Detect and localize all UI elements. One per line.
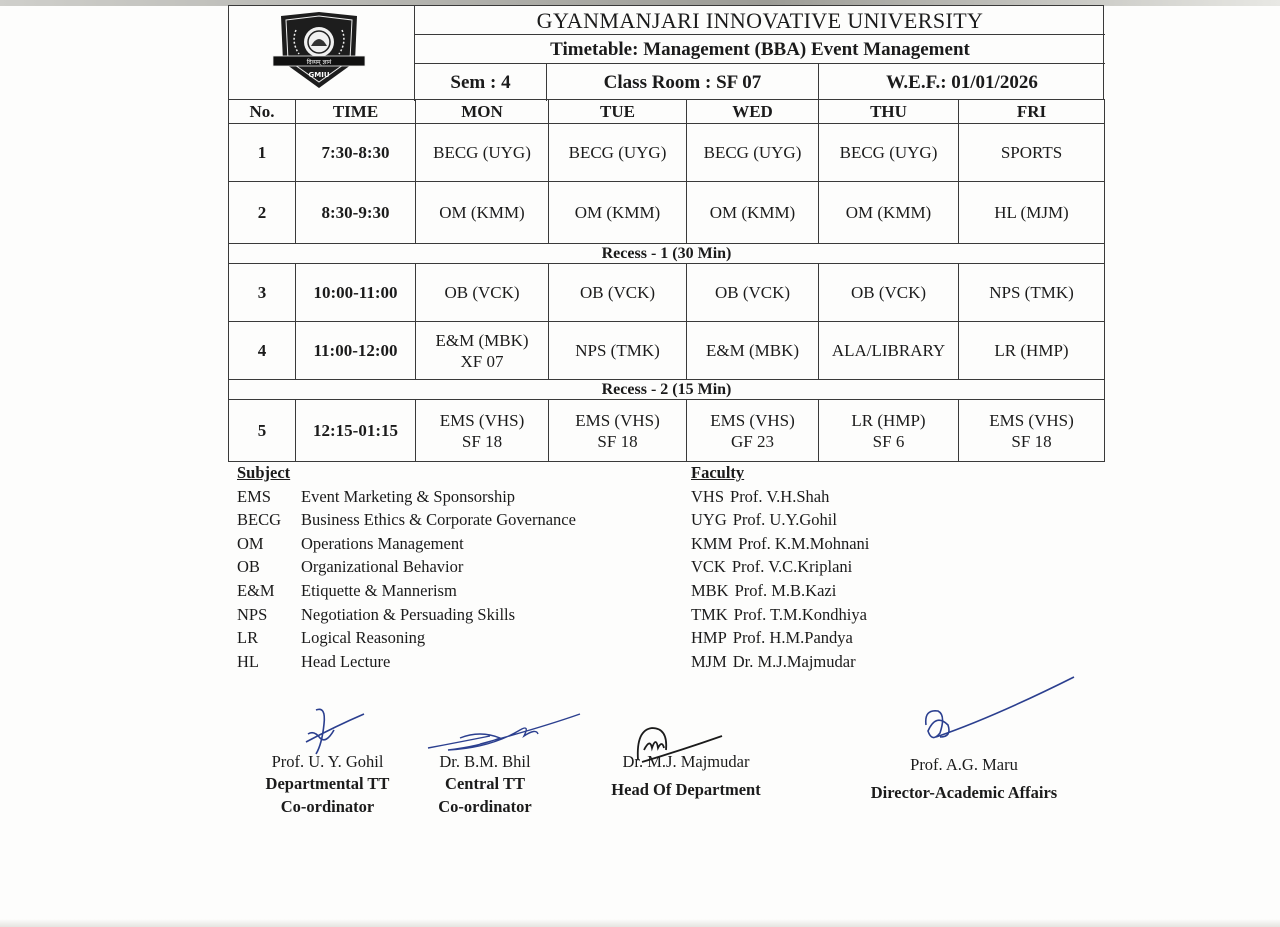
column-header-tue: TUE	[549, 100, 687, 124]
class-room: SF 18	[461, 431, 503, 451]
logo-motto: दिव्यम् ज्ञानं	[306, 59, 332, 66]
subject-name: Logical Reasoning	[301, 628, 426, 648]
table-row	[229, 182, 1105, 244]
list-item	[237, 650, 576, 674]
subject-abbr: BECG	[237, 510, 282, 530]
faculty-name: Prof. V.C.Kriplani	[731, 557, 853, 577]
faculty-abbr: KMM	[691, 533, 733, 553]
class-room: SF 18	[597, 431, 638, 451]
subject-abbr: LR	[237, 628, 259, 648]
period-time: 12:15-01:15	[296, 400, 416, 462]
list-item	[691, 485, 869, 509]
subject-name: Event Marketing & Sponsorship	[301, 486, 516, 506]
faculty-abbr: VHS	[691, 486, 725, 506]
signatory-name: Prof. U. Y. Gohil	[271, 752, 384, 771]
list-item	[237, 626, 576, 650]
class-cell: NPS (TMK)	[959, 264, 1105, 322]
list-item	[237, 555, 576, 579]
list-item	[237, 532, 576, 556]
subject-name: Negotiation & Persuading Skills	[301, 604, 516, 624]
logo-text: GMIU	[308, 71, 330, 79]
subject-abbr: HL	[237, 651, 259, 671]
list-item	[237, 603, 576, 627]
class-cell: OB (VCK)	[819, 264, 959, 322]
subject-legend	[237, 461, 576, 673]
class-cell: OB (VCK)	[416, 264, 549, 322]
semester-label: Sem : 4	[415, 64, 547, 101]
class-cell: SPORTS	[959, 124, 1105, 182]
faculty-abbr: UYG	[691, 510, 727, 530]
class-room: SF 6	[872, 431, 905, 451]
signatory-role: Director-Academic Affairs	[870, 783, 1058, 802]
class-room: SF 18	[1011, 431, 1052, 451]
class-cell: BECG (UYG)	[549, 124, 687, 182]
signatory-name: Prof. A.G. Maru	[910, 755, 1018, 774]
period-time: 8:30-9:30	[296, 182, 416, 244]
class-cell: OB (VCK)	[549, 264, 687, 322]
class-subject: EMS (VHS)	[439, 410, 525, 430]
class-subject: LR (HMP)	[851, 410, 926, 430]
faculty-name: Prof. H.M.Pandya	[732, 628, 853, 648]
class-cell: BECG (UYG)	[819, 124, 959, 182]
faculty-abbr: VCK	[691, 557, 726, 577]
class-subject: EMS (VHS)	[989, 410, 1074, 430]
period-time: 7:30-8:30	[296, 124, 416, 182]
faculty-name: Dr. M.J.Majmudar	[732, 651, 856, 671]
faculty-abbr: TMK	[691, 604, 728, 624]
table-row	[229, 264, 1105, 322]
university-name: GYANMANJARI INNOVATIVE UNIVERSITY	[536, 8, 984, 33]
signature-block	[250, 752, 405, 818]
signature-block	[598, 752, 774, 801]
class-room: GF 23	[731, 431, 774, 451]
list-item	[237, 485, 576, 509]
table-row	[229, 400, 1105, 462]
faculty-name: Prof. V.H.Shah	[730, 486, 830, 506]
timetable-grid	[228, 99, 1105, 462]
faculty-abbr: HMP	[691, 628, 727, 648]
class-room: XF 07	[460, 351, 504, 371]
handwritten-signature-icon	[286, 704, 366, 764]
handwritten-signature-icon	[914, 667, 1114, 757]
university-logo-icon	[269, 10, 369, 90]
class-cell: ALA/LIBRARY	[819, 322, 959, 380]
recess-label: Recess - 2 (15 Min)	[229, 380, 1105, 400]
class-cell: OM (KMM)	[819, 182, 959, 244]
subject-abbr: OB	[237, 557, 260, 577]
class-cell	[687, 400, 819, 462]
class-cell: OM (KMM)	[549, 182, 687, 244]
faculty-name: Prof. U.Y.Gohil	[732, 510, 837, 530]
class-cell	[416, 322, 549, 380]
list-item	[691, 650, 869, 674]
column-header-thu: THU	[819, 100, 959, 124]
subject-abbr: OM	[237, 533, 264, 553]
timetable-header	[228, 5, 1104, 100]
list-item	[691, 579, 869, 603]
list-item	[691, 603, 869, 627]
table-header-row	[229, 100, 1105, 124]
list-item	[691, 626, 869, 650]
list-item	[237, 579, 576, 603]
list-item	[691, 532, 869, 556]
faculty-legend-heading: Faculty	[691, 463, 745, 482]
faculty-name: Prof. K.M.Mohnani	[738, 533, 870, 553]
class-cell: BECG (UYG)	[416, 124, 549, 182]
handwritten-signature-icon	[622, 720, 732, 770]
faculty-abbr: MBK	[691, 580, 729, 600]
period-number: 1	[229, 124, 296, 182]
faculty-name: Prof. T.M.Kondhiya	[733, 604, 867, 624]
subject-abbr: EMS	[237, 486, 271, 506]
class-cell: OB (VCK)	[687, 264, 819, 322]
class-cell: NPS (TMK)	[549, 322, 687, 380]
class-cell: BECG (UYG)	[687, 124, 819, 182]
wef-date: W.E.F.: 01/01/2026	[886, 72, 1038, 93]
class-cell: OM (KMM)	[687, 182, 819, 244]
subject-abbr: NPS	[237, 604, 268, 624]
signature-block	[420, 752, 550, 818]
timetable-title: Timetable: Management (BBA) Event Management	[550, 39, 970, 60]
faculty-name: Prof. M.B.Kazi	[734, 580, 837, 600]
subject-name: Etiquette & Mannerism	[301, 580, 457, 600]
class-subject: EMS (VHS)	[710, 410, 795, 430]
recess-row	[229, 380, 1105, 400]
subject-name: Operations Management	[301, 533, 464, 553]
period-time: 11:00-12:00	[296, 322, 416, 380]
column-header-time: TIME	[296, 100, 416, 124]
recess-row	[229, 244, 1105, 264]
column-header-fri: FRI	[959, 100, 1105, 124]
list-item	[691, 508, 869, 532]
period-number: 3	[229, 264, 296, 322]
period-number: 4	[229, 322, 296, 380]
class-cell: E&M (MBK)	[687, 322, 819, 380]
list-item	[237, 508, 576, 532]
signatory-role: Co-ordinator	[280, 797, 375, 816]
class-cell: HL (MJM)	[959, 182, 1105, 244]
signatory-role: Co-ordinator	[438, 797, 532, 816]
table-row	[229, 124, 1105, 182]
signatory-role: Central TT	[445, 774, 525, 793]
list-item	[691, 555, 869, 579]
class-cell	[416, 400, 549, 462]
handwritten-signature-icon	[420, 708, 590, 758]
subject-legend-heading: Subject	[237, 463, 291, 482]
column-header-mon: MON	[416, 100, 549, 124]
class-cell	[959, 400, 1105, 462]
period-number: 5	[229, 400, 296, 462]
class-cell: OM (KMM)	[416, 182, 549, 244]
signatory-role: Departmental TT	[265, 774, 390, 793]
signatory-name: Dr. B.M. Bhil	[439, 752, 531, 771]
column-header-wed: WED	[687, 100, 819, 124]
faculty-abbr: MJM	[691, 651, 727, 671]
classroom-label: Class Room : SF 07	[547, 64, 819, 101]
class-cell	[819, 400, 959, 462]
class-cell: LR (HMP)	[959, 322, 1105, 380]
column-header-no: No.	[229, 100, 296, 124]
class-subject: E&M (MBK)	[435, 330, 529, 350]
subject-name: Organizational Behavior	[301, 557, 464, 577]
scan-edge-shadow	[0, 919, 1280, 927]
recess-label: Recess - 1 (30 Min)	[229, 244, 1105, 264]
class-subject: EMS (VHS)	[575, 410, 660, 430]
signatory-role: Head Of Department	[611, 780, 761, 799]
logo-cell	[229, 6, 415, 101]
faculty-legend	[691, 461, 869, 673]
class-cell	[549, 400, 687, 462]
signature-block	[854, 755, 1074, 804]
table-row	[229, 322, 1105, 380]
period-number: 2	[229, 182, 296, 244]
subject-name: Business Ethics & Corporate Governance	[301, 510, 576, 530]
period-time: 10:00-11:00	[296, 264, 416, 322]
subject-name: Head Lecture	[301, 651, 391, 671]
signatory-name: Dr. M.J. Majmudar	[622, 752, 750, 771]
subject-abbr: E&M	[237, 580, 275, 600]
